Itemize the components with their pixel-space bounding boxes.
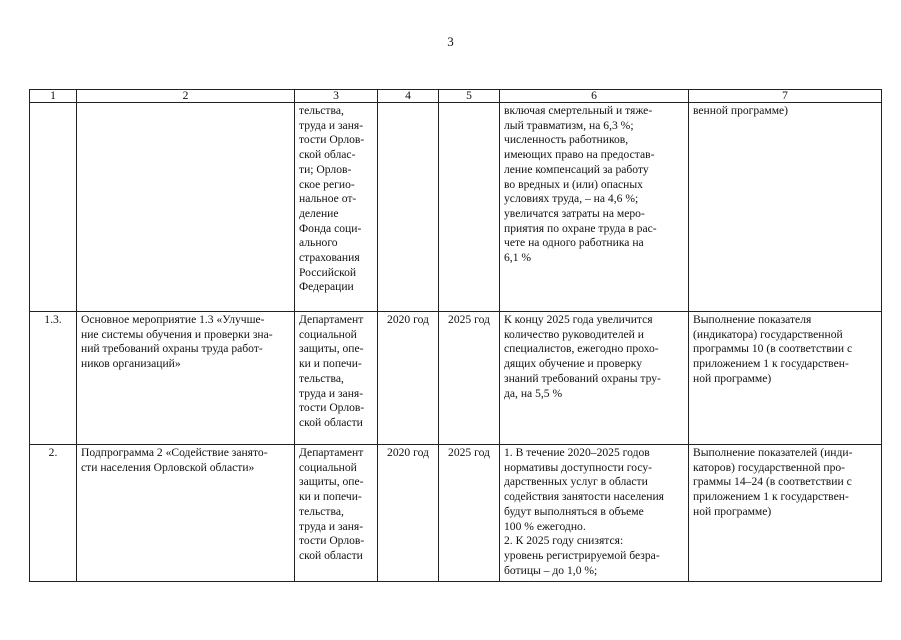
start-year-cell <box>378 103 439 312</box>
table-row <box>30 103 882 312</box>
header-cell-7: 7 <box>689 90 882 103</box>
executor-cell: Департамент социальной защиты, опе- ки и попечи- тельства, труда и заня- тости Орлов- ской области <box>295 445 378 582</box>
end-year-cell: 2025 год <box>439 312 500 445</box>
measure-name-cell: Подпрограмма 2 «Содействие занято- сти населения Орловской области» <box>77 445 295 582</box>
measure-name-cell: Основное мероприятие 1.3 «Улучше- ние системы обучения и проверки зна- ний требований охраны труда работ- ников организаций» <box>77 312 295 445</box>
start-year-cell: 2020 год <box>378 445 439 582</box>
row-number-cell: 1.3. <box>30 312 77 445</box>
indicator-link-cell: Выполнение показателя (индикатора) государственной программы 10 (в соответствии с приложением 1 к государствен- ной программе) <box>689 312 882 445</box>
header-cell-1: 1 <box>30 90 77 103</box>
expected-result-cell: включая смертельный и тяже- лый травматизм, на 6,3 %; численность работников, имеющих право на предостав- ление компенсаций за работу во вредных и (или) опасных условиях труда, – на 4,6 %; увеличатся затраты на меро- приятия по охране труда в рас- чете на одного работника на 6,1 % <box>500 103 689 312</box>
row-number-cell: 2. <box>30 445 77 582</box>
start-year-cell: 2020 год <box>378 312 439 445</box>
row-number-cell <box>30 103 77 312</box>
header-cell-3: 3 <box>295 90 378 103</box>
header-row <box>30 90 882 103</box>
page-number: 3 <box>447 34 454 49</box>
end-year-cell <box>439 103 500 312</box>
header-cell-4: 4 <box>378 90 439 103</box>
measure-name-cell <box>77 103 295 312</box>
expected-result-cell: 1. В течение 2020–2025 годов нормативы доступности госу- дарственных услуг в области содействия занятости населения будут выполняться в объеме 100 % ежегодно. 2. К 2025 году снизятся: уровень регистрируемой безра- ботицы – до 1,0 %; <box>500 445 689 582</box>
program-table <box>29 89 882 582</box>
table-row <box>30 312 882 445</box>
header-cell-6: 6 <box>500 90 689 103</box>
end-year-cell: 2025 год <box>439 445 500 582</box>
executor-cell: тельства, труда и заня- тости Орлов- ской облас- ти; Орлов- ское регио- нальное от- деление Фонда соци- ального страхования Российской Федерации <box>295 103 378 312</box>
expected-result-cell: К концу 2025 года увеличится количество руководителей и специалистов, ежегодно прохо- дящих обучение и проверку знаний требований охраны тру- да, на 5,5 % <box>500 312 689 445</box>
indicator-link-cell: венной программе) <box>689 103 882 312</box>
table-row <box>30 445 882 582</box>
header-cell-2: 2 <box>77 90 295 103</box>
header-cell-5: 5 <box>439 90 500 103</box>
indicator-link-cell: Выполнение показателей (инди- каторов) государственной про- граммы 14–24 (в соответствии с приложением 1 к государствен- ной программе) <box>689 445 882 582</box>
executor-cell: Департамент социальной защиты, опе- ки и попечи- тельства, труда и заня- тости Орлов- ской области <box>295 312 378 445</box>
